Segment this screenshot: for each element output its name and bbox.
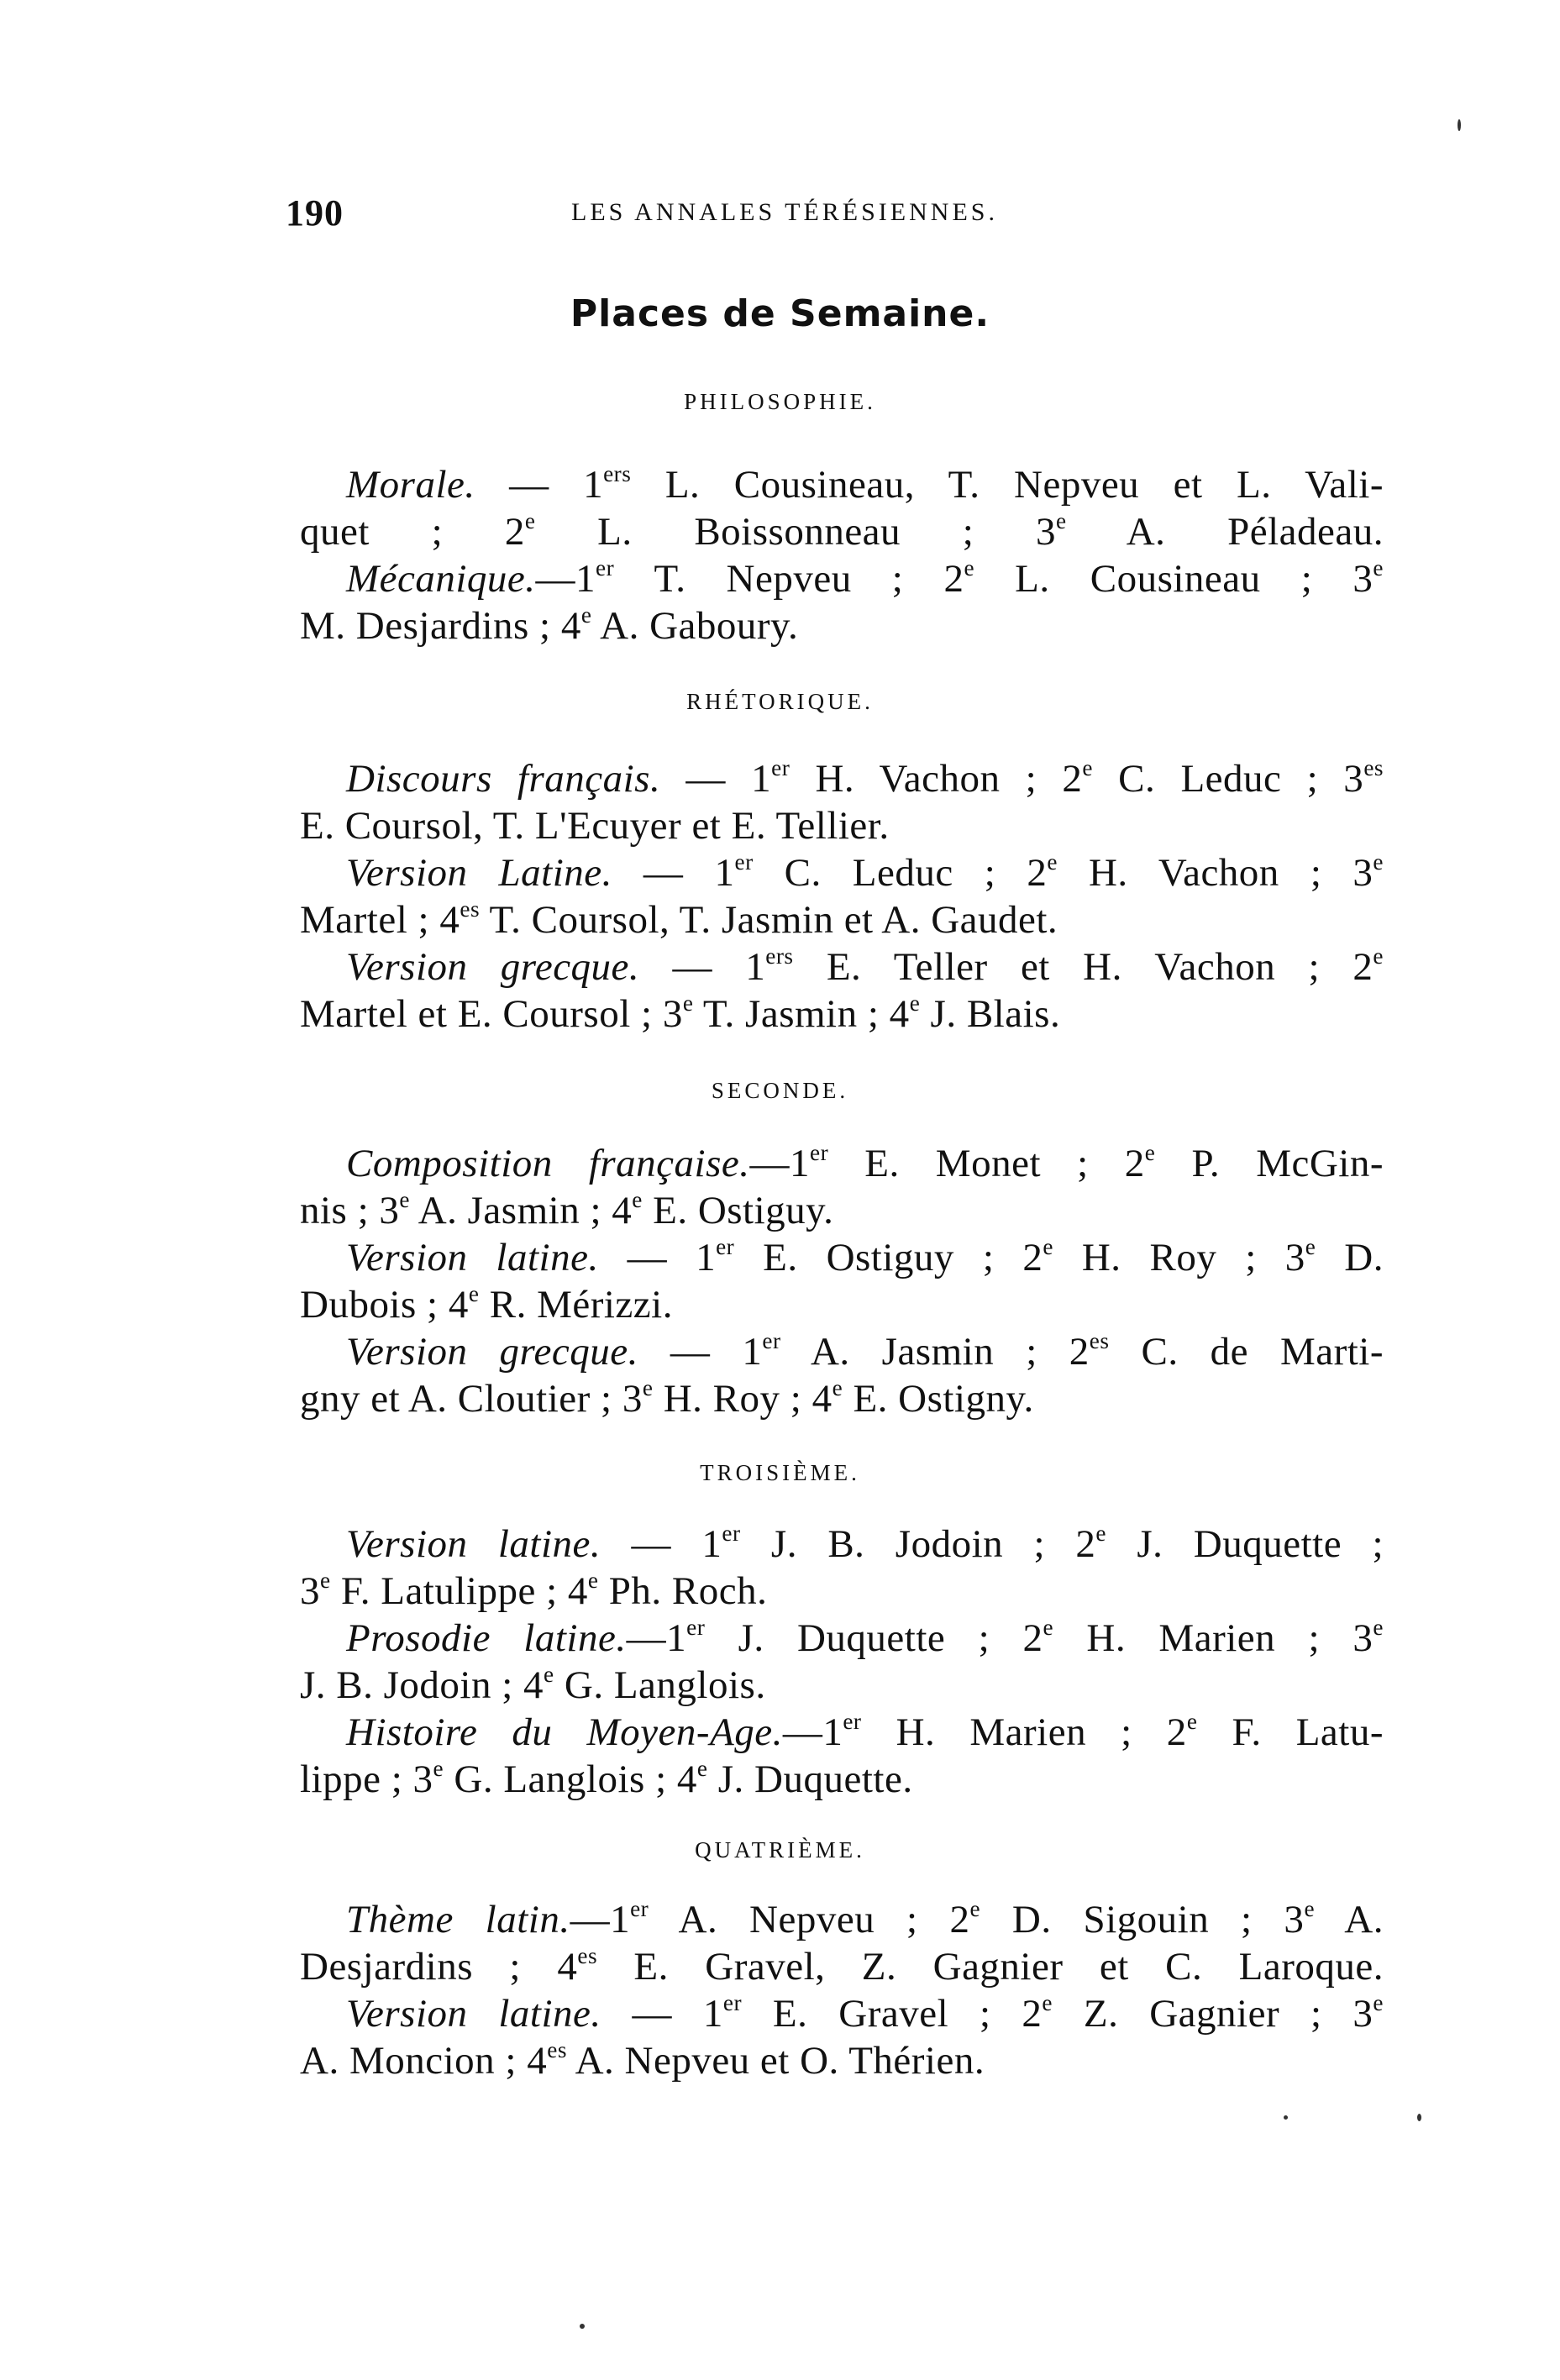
line-text: M. Desjardins ; 4 (300, 604, 581, 648)
text-line (300, 1188, 1384, 1233)
line-text: nis ; 3 (300, 1189, 400, 1232)
scan-speck (1458, 119, 1461, 131)
ordinal-suffix: e (1373, 554, 1384, 581)
line-text: E. Coursol, T. L'Ecuyer et E. Tellier. (300, 804, 890, 848)
line-text: E. Gravel ; 2 (742, 1992, 1043, 2036)
line-text: C. Leduc ; 2 (753, 851, 1048, 895)
ordinal-suffix: es (577, 1942, 598, 1968)
ordinal-suffix: e (964, 554, 975, 581)
line-text: A. Jasmin ; 4 (410, 1189, 633, 1232)
text-line (346, 1897, 1384, 1942)
line-text: A. Péladeau. (1066, 510, 1384, 554)
line-text: J. Duquette. (707, 1757, 913, 1801)
text-line (346, 462, 1384, 507)
ordinal-suffix: er (843, 1708, 862, 1734)
ordinal-suffix: e (1144, 1139, 1156, 1165)
ordinal-suffix: e (524, 507, 536, 533)
line-text: G. Langlois. (554, 1663, 766, 1707)
line-text: C. Leduc ; 3 (1092, 757, 1364, 801)
ordinal-suffix: es (547, 2036, 567, 2062)
ordinal-suffix: e (832, 1374, 843, 1400)
ordinal-suffix: e (1304, 1895, 1316, 1921)
text-line (346, 1710, 1384, 1755)
line-text: F. Latu- (1197, 1710, 1384, 1754)
ordinal-suffix: er (734, 848, 754, 875)
text-line (300, 1663, 1384, 1708)
line-text: A. Nepveu et O. Thérien. (566, 2039, 985, 2083)
subject-label: Version latine. (346, 1522, 601, 1566)
line-text: C. de Marti- (1109, 1330, 1384, 1374)
ordinal-suffix: er (686, 1614, 706, 1640)
ordinal-suffix: e (1082, 754, 1093, 780)
text-line (300, 509, 1384, 554)
text-line (346, 850, 1384, 896)
line-text: R. Mérizzi. (479, 1283, 673, 1327)
line-text: —1 (535, 557, 596, 601)
ordinal-suffix: e (1095, 1520, 1107, 1546)
subject-label: Composition française. (346, 1142, 750, 1185)
text-line (300, 991, 1384, 1037)
line-text: L. Cousineau, T. Nepveu et L. Vali- (631, 463, 1384, 507)
text-line (300, 1757, 1384, 1802)
line-text: — 1 (475, 463, 604, 507)
line-text: — 1 (612, 851, 735, 895)
ordinal-suffix: e (1186, 1708, 1198, 1734)
section-heading-quatrieme: QUATRIÈME. (695, 1837, 865, 1862)
line-text: A. Jasmin ; 2 (780, 1330, 1090, 1374)
line-text: E. Ostiguy ; 2 (734, 1236, 1043, 1279)
ordinal-suffix: e (544, 1661, 554, 1687)
line-text: Desjardins ; 4 (300, 1945, 578, 1989)
line-text: Martel et E. Coursol ; 3 (300, 992, 683, 1036)
page-number: 190 (286, 192, 344, 234)
ordinal-suffix: e (969, 1895, 981, 1921)
line-text: —1 (626, 1616, 687, 1660)
ordinal-suffix: e (433, 1755, 444, 1781)
line-text: H. Roy ; 4 (653, 1377, 833, 1421)
line-text: —1 (570, 1898, 631, 1941)
line-text: D. (1316, 1236, 1384, 1279)
line-text: A. (1315, 1898, 1384, 1941)
scan-speck (1284, 2115, 1288, 2120)
line-text: H. Marien ; 3 (1053, 1616, 1374, 1660)
scan-speck (580, 2324, 585, 2329)
line-text: E. Monet ; 2 (828, 1142, 1145, 1185)
line-text: J. B. Jodoin ; 4 (300, 1663, 544, 1707)
ordinal-suffix: er (771, 754, 791, 780)
section-heading-troisieme: TROISIÈME. (700, 1460, 860, 1485)
text-line (346, 1141, 1384, 1186)
line-text: E. Gravel, Z. Gagnier et C. Laroque. (597, 1945, 1384, 1989)
line-text: J. B. Jodoin ; 2 (740, 1522, 1096, 1566)
line-text: — 1 (639, 945, 766, 989)
line-text: L. Cousineau ; 3 (974, 557, 1374, 601)
subject-label: Version grecque. (346, 1330, 638, 1374)
ordinal-suffix: e (587, 1567, 599, 1593)
line-text: A. Nepveu ; 2 (649, 1898, 970, 1941)
scan-speck (1417, 2114, 1421, 2121)
ordinal-suffix: es (460, 896, 481, 922)
ordinal-suffix: e (1042, 1989, 1053, 2015)
subject-label: Version grecque. (346, 945, 640, 989)
line-text: — 1 (660, 757, 772, 801)
line-text: G. Langlois ; 4 (444, 1757, 697, 1801)
text-line (300, 803, 1384, 848)
ordinal-suffix: e (1305, 1233, 1316, 1259)
line-text: —1 (749, 1142, 811, 1185)
subject-label: Mécanique. (346, 557, 536, 601)
line-text: —1 (782, 1710, 843, 1754)
text-line (300, 1376, 1384, 1421)
text-line (300, 1944, 1384, 1989)
text-line (300, 1282, 1384, 1327)
subject-label: Discours français. (346, 757, 661, 801)
ordinal-suffix: e (1373, 943, 1384, 969)
text-line (346, 944, 1384, 990)
line-text: J. Blais. (920, 992, 1061, 1036)
ordinal-suffix: er (762, 1327, 781, 1353)
line-text: P. McGin- (1155, 1142, 1384, 1185)
ordinal-suffix: er (722, 1989, 743, 2015)
line-text: T. Coursol, T. Jasmin et A. Gaudet. (480, 898, 1058, 942)
line-text: E. Teller et H. Vachon ; 2 (793, 945, 1374, 989)
line-text: F. Latulippe ; 4 (330, 1569, 588, 1613)
ordinal-suffix: e (632, 1186, 643, 1212)
ordinal-suffix: e (1373, 1989, 1384, 2015)
text-line (346, 756, 1384, 801)
page-header (286, 192, 1151, 242)
line-text: Z. Gagnier ; 3 (1053, 1992, 1374, 2036)
text-line (346, 1521, 1384, 1567)
subject-label: Histoire du Moyen-Age. (346, 1710, 783, 1754)
ordinal-suffix: e (468, 1280, 480, 1306)
line-text: — 1 (601, 1992, 723, 2036)
ordinal-suffix: er (810, 1139, 829, 1165)
ordinal-suffix: er (630, 1895, 649, 1921)
ordinal-suffix: er (716, 1233, 735, 1259)
ordinal-suffix: es (1089, 1327, 1110, 1353)
ordinal-suffix: es (1363, 754, 1384, 780)
text-line (346, 1616, 1384, 1661)
line-text: T. Jasmin ; 4 (693, 992, 910, 1036)
line-text: A. Moncion ; 4 (300, 2039, 548, 2083)
text-line (300, 2038, 1384, 2083)
line-text: — 1 (638, 1330, 763, 1374)
line-text: J. Duquette ; (1106, 1522, 1384, 1566)
text-line (346, 1329, 1384, 1374)
subject-label: Version latine. (346, 1992, 601, 2036)
subject-label: Version Latine. (346, 851, 612, 895)
ordinal-suffix: e (696, 1755, 708, 1781)
ordinal-suffix: e (320, 1567, 331, 1593)
ordinal-suffix: ers (765, 943, 794, 969)
line-text: D. Sigouin ; 3 (980, 1898, 1305, 1941)
line-text: gny et A. Cloutier ; 3 (300, 1377, 643, 1421)
ordinal-suffix: e (1373, 848, 1384, 875)
ordinal-suffix: e (1043, 1614, 1054, 1640)
text-line (300, 897, 1384, 943)
subject-label: Morale. (346, 463, 475, 507)
section-heading-philosophie: PHILOSOPHIE. (684, 389, 876, 414)
line-text: lippe ; 3 (300, 1757, 433, 1801)
ordinal-suffix: e (1373, 1614, 1384, 1640)
line-text: Ph. Roch. (598, 1569, 768, 1613)
ordinal-suffix: e (1043, 1233, 1053, 1259)
ordinal-suffix: e (399, 1186, 411, 1212)
line-text: — 1 (601, 1522, 722, 1566)
line-text: — 1 (598, 1236, 717, 1279)
text-line (346, 1235, 1384, 1280)
line-text: E. Ostigny. (843, 1377, 1034, 1421)
ordinal-suffix: e (1056, 507, 1067, 533)
ordinal-suffix: e (642, 1374, 654, 1400)
running-head: LES ANNALES TÉRÉSIENNES. (571, 198, 998, 226)
line-text: E. Ostiguy. (642, 1189, 834, 1232)
line-text: T. Nepveu ; 2 (614, 557, 964, 601)
text-line (346, 1991, 1384, 2036)
line-text: quet ; 2 (300, 510, 525, 554)
ordinal-suffix: er (596, 554, 615, 581)
ordinal-suffix: e (682, 990, 694, 1016)
text-line (346, 556, 1384, 602)
subject-label: Version latine. (346, 1236, 599, 1279)
line-text: H. Roy ; 3 (1053, 1236, 1305, 1279)
line-text: Dubois ; 4 (300, 1283, 469, 1327)
line-text: A. Gaboury. (591, 604, 799, 648)
ordinal-suffix: e (909, 990, 921, 1016)
line-text: L. Boissonneau ; 3 (535, 510, 1056, 554)
page-title: Places de Semaine. (570, 292, 990, 335)
ordinal-suffix: e (1047, 848, 1058, 875)
ordinal-suffix: ers (603, 460, 632, 486)
ordinal-suffix: e (580, 602, 592, 628)
section-heading-seconde: SECONDE. (711, 1078, 849, 1103)
text-line (300, 1568, 1384, 1614)
line-text: Martel ; 4 (300, 898, 460, 942)
section-heading-rhetorique: RHÉTORIQUE. (686, 689, 874, 714)
text-line (300, 603, 1384, 649)
line-text: J. Duquette ; 2 (705, 1616, 1043, 1660)
subject-label: Prosodie latine. (346, 1616, 627, 1660)
line-text: H. Vachon ; 2 (790, 757, 1083, 801)
subject-label: Thème latin. (346, 1898, 570, 1941)
line-text: H. Marien ; 2 (861, 1710, 1187, 1754)
ordinal-suffix: er (722, 1520, 741, 1546)
line-text: H. Vachon ; 3 (1057, 851, 1374, 895)
line-text: 3 (300, 1569, 320, 1613)
